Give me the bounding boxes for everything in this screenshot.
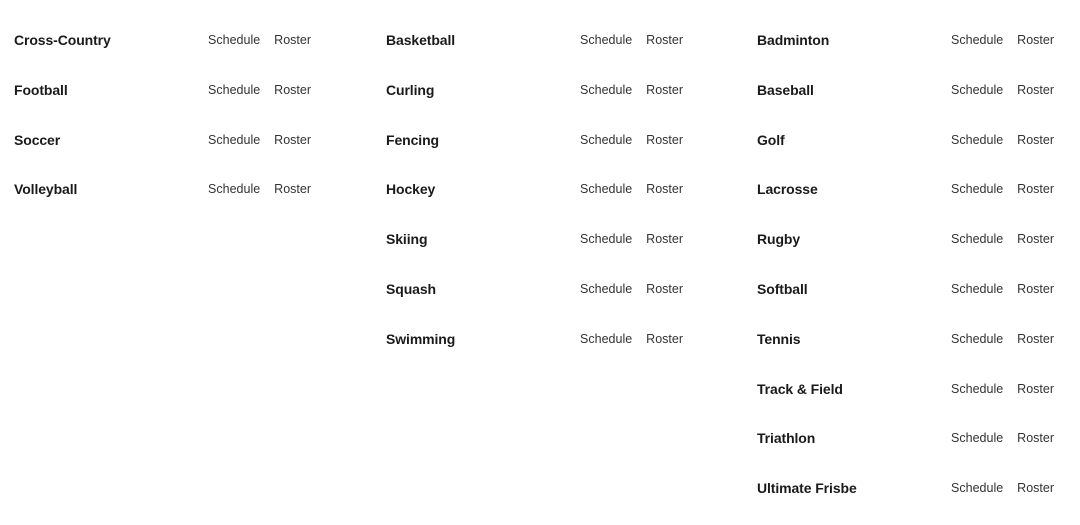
sport-name-link[interactable]: Track & Field	[757, 380, 843, 397]
sport-links	[580, 132, 683, 148]
sport-links	[580, 281, 683, 297]
schedule-link[interactable]: Schedule	[951, 481, 1004, 496]
schedule-link[interactable]: Schedule	[951, 33, 1004, 47]
roster-link[interactable]: Roster	[274, 82, 311, 97]
sport-row	[757, 77, 1067, 127]
sport-name-link[interactable]: Triathlon	[757, 430, 816, 447]
sport-name-link[interactable]: Volleyball	[14, 181, 78, 198]
sport-name-link[interactable]: Rugby	[757, 231, 801, 248]
sport-row	[386, 326, 698, 376]
roster-link[interactable]: Roster	[1017, 132, 1054, 147]
sport-column-2	[386, 0, 698, 376]
sport-links	[951, 381, 1054, 397]
sport-links	[580, 181, 683, 197]
roster-link[interactable]: Roster	[1017, 281, 1054, 296]
sport-name-link[interactable]: Ultimate Frisbe	[757, 480, 857, 497]
sport-links	[580, 331, 683, 347]
sport-name-link[interactable]: Squash	[386, 280, 436, 297]
sport-links	[580, 231, 683, 247]
roster-link[interactable]: Roster	[646, 132, 683, 147]
sport-row	[386, 226, 698, 276]
sport-links	[951, 181, 1054, 197]
schedule-link[interactable]: Schedule	[951, 82, 1004, 97]
sport-links	[951, 480, 1054, 496]
roster-link[interactable]: Roster	[274, 33, 311, 47]
sport-links	[208, 82, 311, 98]
roster-link[interactable]: Roster	[646, 331, 683, 346]
sport-links	[951, 281, 1054, 297]
schedule-link[interactable]: Schedule	[951, 182, 1004, 197]
sport-links	[208, 181, 311, 197]
schedule-link[interactable]: Schedule	[580, 132, 633, 147]
sport-name-link[interactable]: Curling	[386, 81, 435, 98]
sport-name-link[interactable]: Tennis	[757, 330, 801, 347]
schedule-link[interactable]: Schedule	[208, 82, 261, 97]
schedule-link[interactable]: Schedule	[951, 281, 1004, 296]
sport-links	[951, 430, 1054, 446]
roster-link[interactable]: Roster	[274, 182, 311, 197]
sport-row	[757, 376, 1067, 426]
sport-row	[386, 127, 698, 177]
sport-column-3	[757, 0, 1067, 525]
sport-name-link[interactable]: Swimming	[386, 330, 456, 347]
roster-link[interactable]: Roster	[274, 132, 311, 147]
roster-link[interactable]: Roster	[1017, 82, 1054, 97]
schedule-link[interactable]: Schedule	[580, 33, 633, 47]
sport-row	[757, 176, 1067, 226]
sport-row	[14, 176, 326, 226]
sport-name-link[interactable]: Football	[14, 81, 68, 98]
roster-link[interactable]: Roster	[646, 33, 683, 47]
schedule-link[interactable]: Schedule	[951, 331, 1004, 346]
sport-row	[757, 425, 1067, 475]
sport-name-link[interactable]: Fencing	[386, 131, 439, 148]
roster-link[interactable]: Roster	[646, 82, 683, 97]
sport-name-link[interactable]: Softball	[757, 280, 808, 297]
schedule-link[interactable]: Schedule	[951, 232, 1004, 247]
schedule-link[interactable]: Schedule	[951, 381, 1004, 396]
schedule-link[interactable]: Schedule	[580, 182, 633, 197]
roster-link[interactable]: Roster	[646, 182, 683, 197]
sport-links	[951, 32, 1054, 48]
sport-row	[757, 127, 1067, 177]
sport-row	[14, 27, 326, 77]
sport-row	[386, 77, 698, 127]
roster-link[interactable]: Roster	[1017, 481, 1054, 496]
sport-row	[757, 226, 1067, 276]
roster-link[interactable]: Roster	[1017, 381, 1054, 396]
roster-link[interactable]: Roster	[1017, 331, 1054, 346]
sport-name-link[interactable]: Basketball	[386, 32, 456, 48]
sport-row	[14, 77, 326, 127]
sport-row	[14, 127, 326, 177]
sport-links	[951, 331, 1054, 347]
sport-row	[386, 27, 698, 77]
sport-links	[580, 82, 683, 98]
schedule-link[interactable]: Schedule	[580, 281, 633, 296]
schedule-link[interactable]: Schedule	[951, 431, 1004, 446]
roster-link[interactable]: Roster	[1017, 232, 1054, 247]
sport-row	[757, 27, 1067, 77]
sport-links	[580, 32, 683, 48]
sport-name-link[interactable]: Lacrosse	[757, 181, 818, 198]
sport-links	[951, 132, 1054, 148]
sport-name-link[interactable]: Cross-Country	[14, 32, 111, 48]
schedule-link[interactable]: Schedule	[580, 331, 633, 346]
roster-link[interactable]: Roster	[646, 232, 683, 247]
schedule-link[interactable]: Schedule	[580, 82, 633, 97]
sport-links	[208, 32, 311, 48]
schedule-link[interactable]: Schedule	[951, 132, 1004, 147]
sport-name-link[interactable]: Golf	[757, 131, 785, 148]
sport-name-link[interactable]: Hockey	[386, 181, 436, 198]
roster-link[interactable]: Roster	[1017, 182, 1054, 197]
roster-link[interactable]: Roster	[646, 281, 683, 296]
roster-link[interactable]: Roster	[1017, 431, 1054, 446]
sport-row	[757, 276, 1067, 326]
sport-row	[386, 176, 698, 226]
sport-links	[951, 82, 1054, 98]
sport-name-link[interactable]: Badminton	[757, 32, 830, 48]
sport-links	[951, 231, 1054, 247]
schedule-link[interactable]: Schedule	[580, 232, 633, 247]
sport-column-1	[14, 0, 326, 226]
roster-link[interactable]: Roster	[1017, 33, 1054, 47]
sport-name-link[interactable]: Baseball	[757, 81, 814, 98]
schedule-link[interactable]: Schedule	[208, 182, 261, 197]
schedule-link[interactable]: Schedule	[208, 132, 261, 147]
schedule-link[interactable]: Schedule	[208, 33, 261, 47]
sport-row	[757, 475, 1067, 525]
sport-name-link[interactable]: Soccer	[14, 131, 61, 148]
sport-name-link[interactable]: Skiing	[386, 231, 428, 248]
sport-row	[386, 276, 698, 326]
sport-row	[757, 326, 1067, 376]
sport-links	[208, 132, 311, 148]
